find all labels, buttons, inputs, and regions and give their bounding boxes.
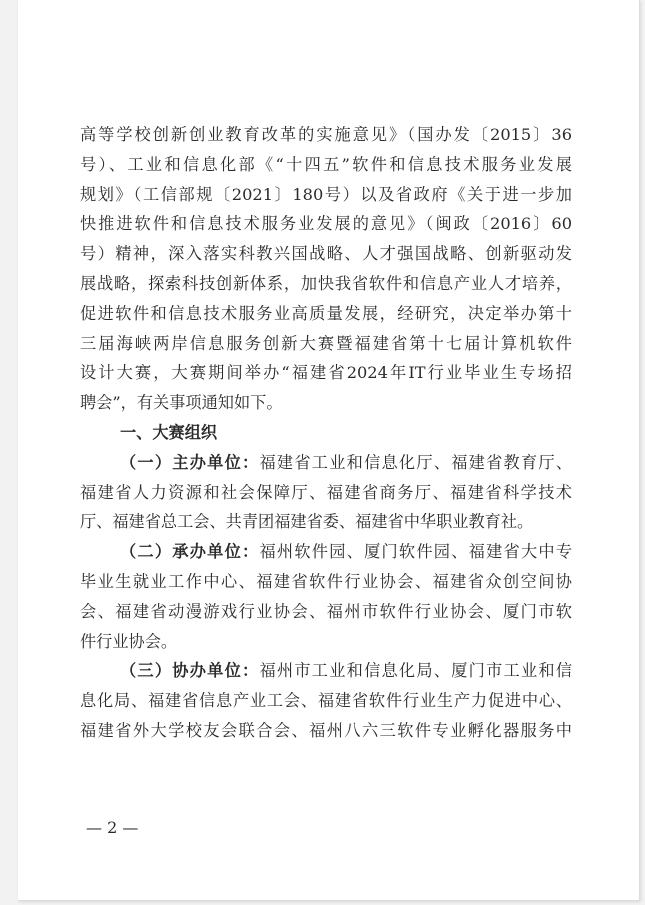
paragraph-line: 件行业协会。 [80, 631, 178, 651]
co-organizer-units-label: （三）协办单位： [120, 661, 260, 681]
paragraph-line: 会、福建省动漫游戏行业协会、福州市软件行业协会、厦门市软 [80, 601, 572, 621]
paragraph-line: 促进软件和信息技术服务业高质量发展，经研究，决定举办第十 [80, 303, 572, 323]
document-page [18, 0, 640, 901]
document-body [80, 120, 572, 746]
paragraph-line: 快推进软件和信息技术服务业发展的意见》（闽政〔2016〕60 [80, 214, 572, 234]
paragraph-line: 规划》（工信部规〔2021〕180号）以及省政府《关于进一步加 [80, 184, 572, 204]
paragraph-line: 三届海峡两岸信息服务创新大赛暨福建省第十七届计算机软件 [80, 333, 572, 353]
paragraph-line: 厅、福建省总工会、共青团福建省委、福建省中华职业教育社。 [80, 512, 534, 532]
paragraph-line: 设计大赛，大赛期间举办“福建省2024年IT行业毕业生专场招 [80, 363, 572, 383]
paragraph-line: 号）精神，深入落实科教兴国战略、人才强国战略、创新驱动发 [80, 244, 572, 264]
paragraph-line: 毕业生就业工作中心、福建省软件行业协会、福建省众创空间协 [80, 571, 572, 591]
organizer-units-label: （二）承办单位： [120, 542, 260, 562]
page-number: — 2 — [86, 818, 139, 837]
organizer-units-text: 福州软件园、厦门软件园、福建省大中专 [259, 542, 573, 562]
paragraph-line: 高等学校创新创业教育改革的实施意见》（国办发〔2015〕36 [80, 125, 572, 144]
paragraph-line: 展战略，探索科技创新体系，加快我省软件和信息产业人才培养， [80, 273, 572, 293]
paragraph-line: 息化局、福建省信息产业工会、福建省软件行业生产力促进中心、 [80, 691, 572, 711]
organizer-units-line [80, 537, 572, 567]
co-organizer-units-line [80, 656, 572, 686]
host-units-text: 福建省工业和信息化厅、福建省教育厅、 [259, 452, 573, 472]
paragraph-line: 号）、工业和信息化部《“十四五”软件和信息技术服务业发展 [80, 154, 572, 174]
paragraph-line: 福建省人力资源和社会保障厅、福建省商务厅、福建省科学技术 [80, 482, 572, 502]
paragraph-line: 福建省外大学校友会联合会、福州八六三软件专业孵化器服务中 [80, 720, 572, 740]
host-units-line [80, 448, 572, 478]
paragraph-line: 聘会”，有关事项通知如下。 [80, 393, 283, 413]
host-units-label: （一）主办单位： [120, 452, 260, 472]
section-heading: 一、大赛组织 [120, 422, 218, 442]
co-organizer-units-text: 福州市工业和信息化局、厦门市工业和信 [259, 661, 573, 681]
